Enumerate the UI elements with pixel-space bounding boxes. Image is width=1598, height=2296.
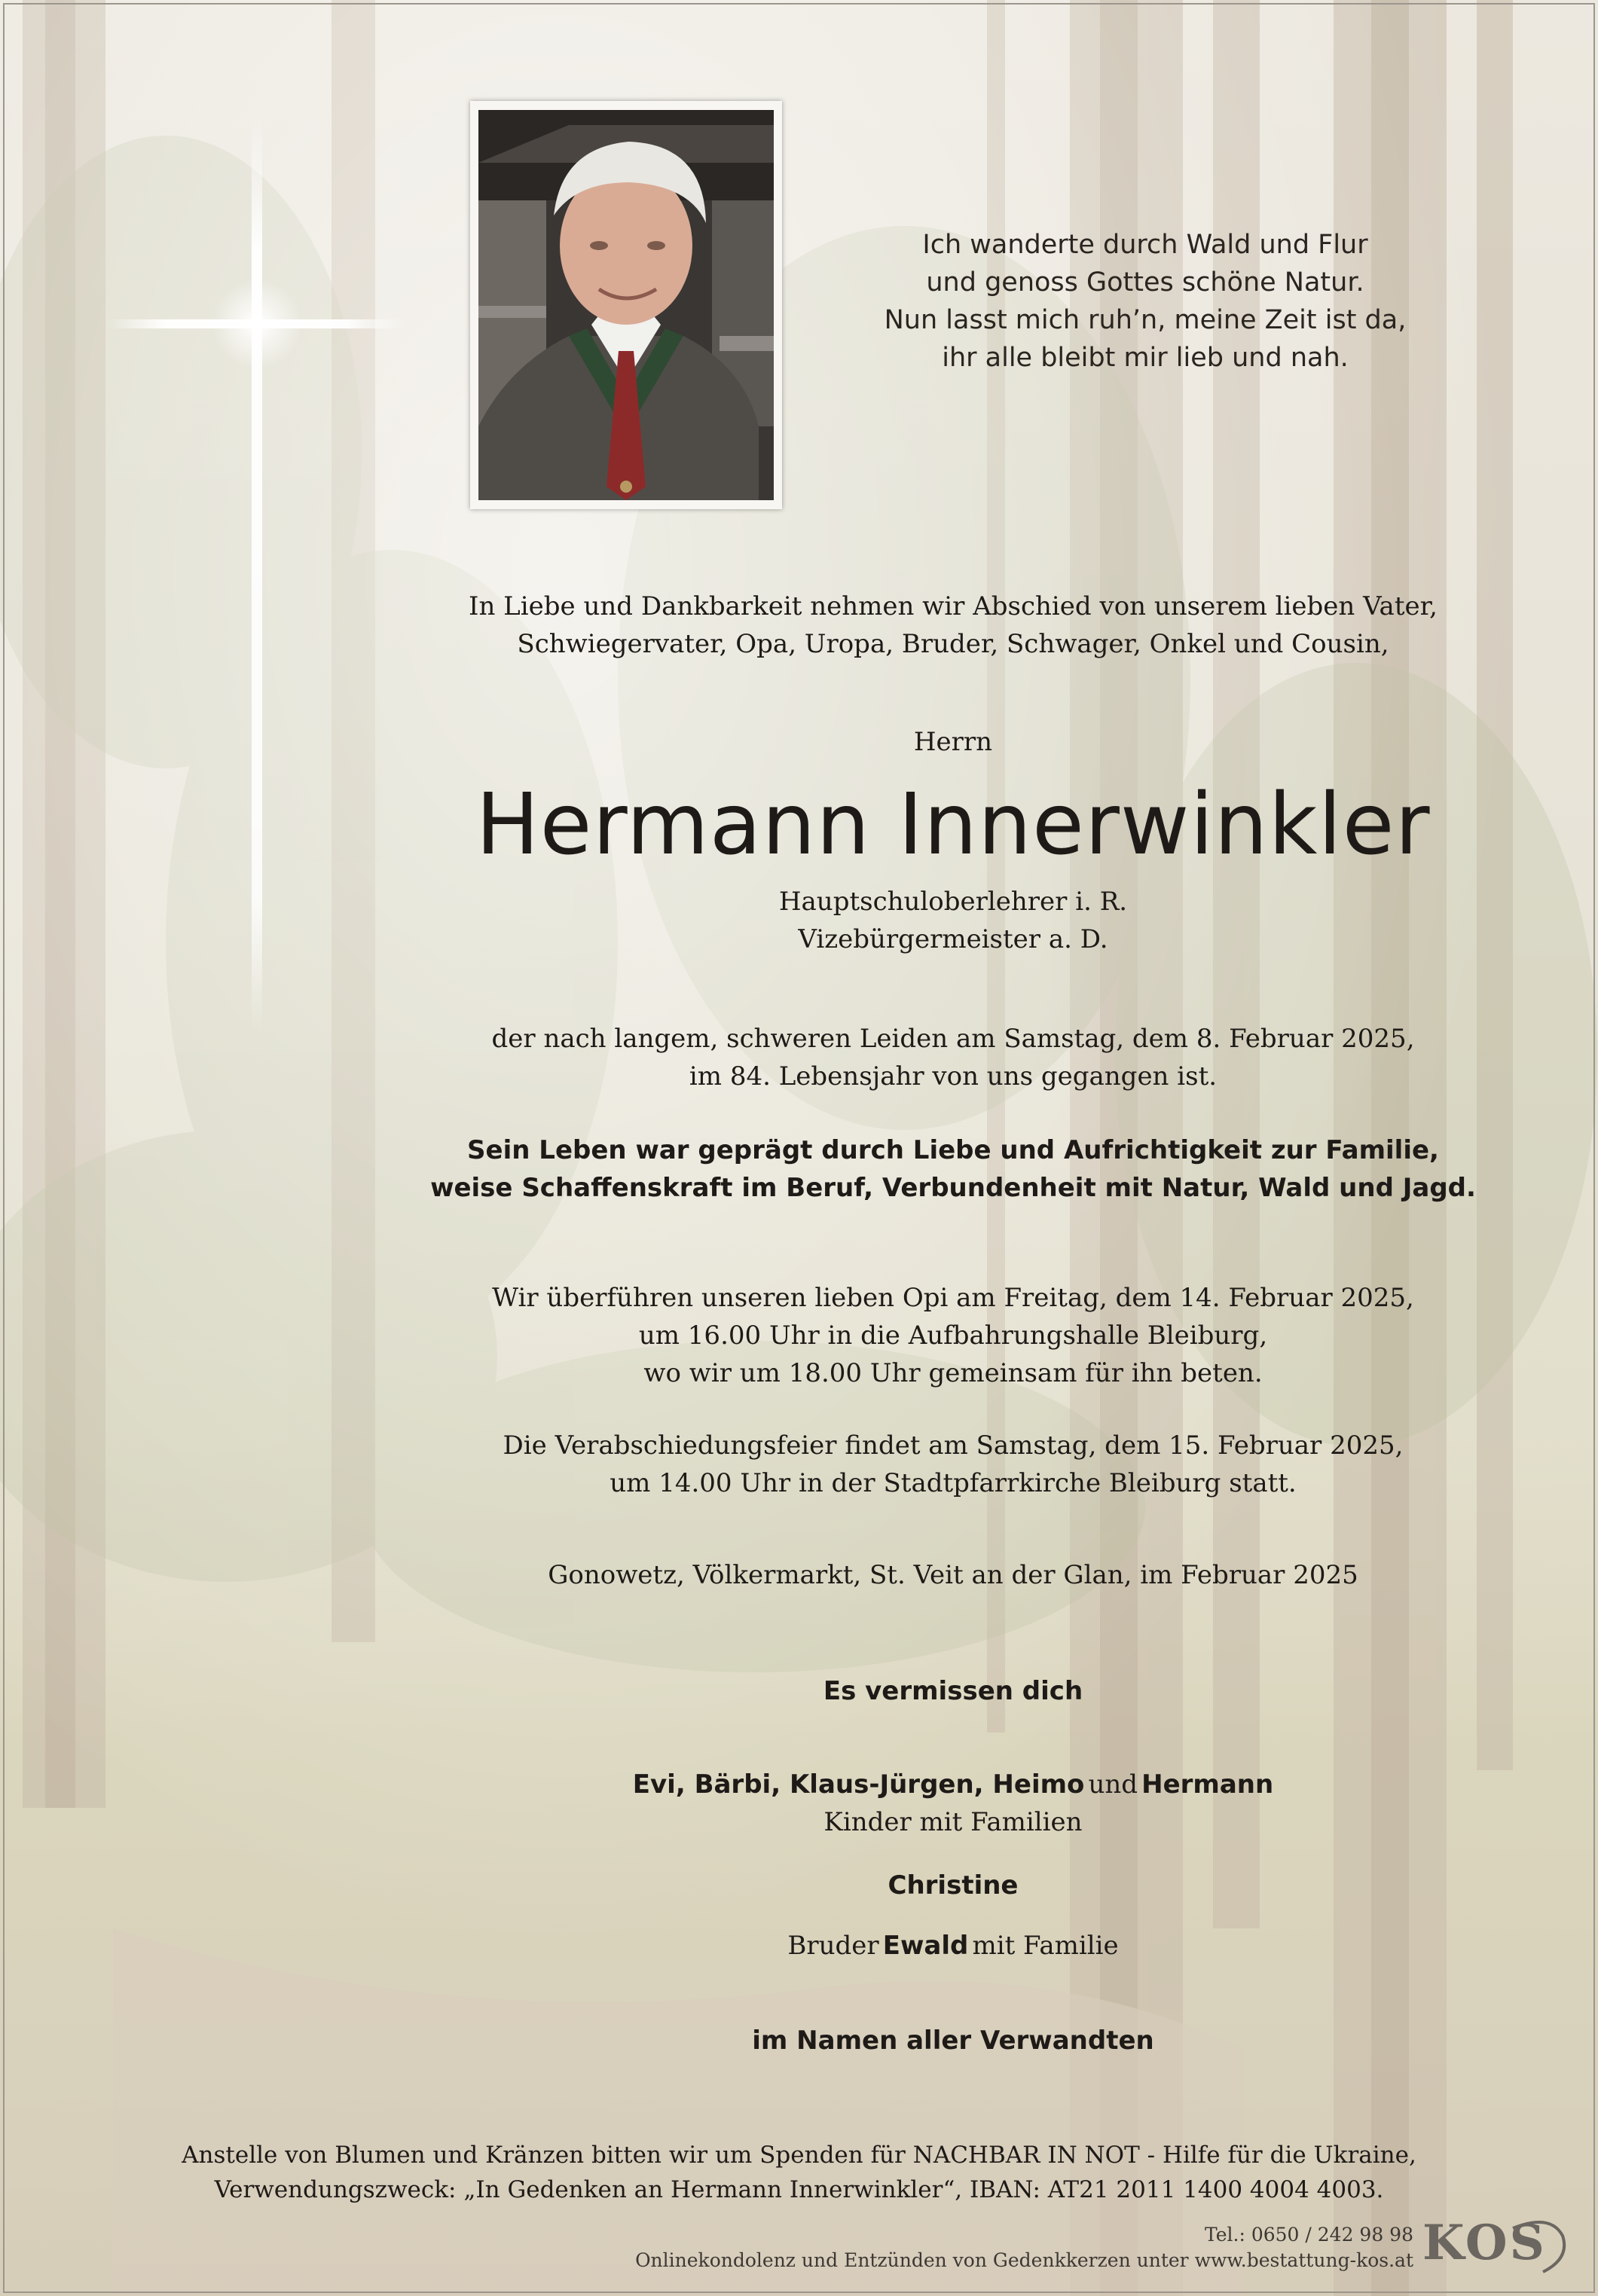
viewing-info — [377, 1279, 1529, 1392]
contact-info — [635, 2222, 1413, 2273]
brother-name: Ewald — [882, 1931, 969, 1961]
tribute — [377, 1131, 1529, 1207]
viewing-line: wo wir um 18.00 Uhr gemeinsam für ihn beten. — [643, 1358, 1263, 1388]
children-names-line — [377, 1766, 1529, 1803]
mourners-children — [377, 1766, 1529, 1841]
donation-line: Verwendungszweck: „In Gedenken an Hermann Innerwinkler“, IBAN: AT21 2011 1400 4004 4003. — [214, 2176, 1384, 2203]
title-line: Hauptschuloberlehrer i. R. — [778, 887, 1128, 917]
logo-text: KOS — [1422, 2215, 1547, 2271]
children-role: Kinder mit Familien — [823, 1807, 1083, 1837]
mourners-closing: im Namen aller Verwandten — [752, 2026, 1154, 2056]
children-and: und — [1088, 1769, 1138, 1800]
poem — [866, 226, 1424, 377]
children-last: Hermann — [1141, 1769, 1274, 1800]
tribute-line: weise Schaffenskraft im Beruf, Verbundenheit mit Natur, Wald und Jagd. — [430, 1173, 1476, 1203]
viewing-line: um 16.00 Uhr in die Aufbahrungshalle Bleiburg, — [638, 1321, 1268, 1351]
mourners-heading: Es vermissen dich — [823, 1676, 1083, 1706]
viewing-line: Wir überführen unseren lieben Opi am Freitag, dem 14. Februar 2025, — [492, 1283, 1414, 1313]
funeral-line: um 14.00 Uhr in der Stadtpfarrkirche Bleiburg statt. — [610, 1468, 1297, 1498]
deceased-titles — [377, 883, 1529, 958]
children-names: Evi, Bärbi, Klaus-Jürgen, Heimo — [632, 1769, 1085, 1800]
contact-tel: Tel.: 0650 / 242 98 98 — [1204, 2224, 1413, 2246]
poem-line: Nun lasst mich ruh’n, meine Zeit ist da, — [884, 305, 1407, 335]
funeral-info — [377, 1427, 1529, 1502]
intro-line: Schwiegervater, Opa, Uropa, Bruder, Schwager, Onkel und Cousin, — [517, 629, 1389, 659]
poem-line: und genoss Gottes schöne Natur. — [926, 267, 1364, 298]
death-notice-line: im 84. Lebensjahr von uns gegangen ist. — [689, 1061, 1218, 1092]
intro-text — [377, 588, 1529, 663]
salutation: Herrn — [913, 727, 993, 757]
places-date: Gonowetz, Völkermarkt, St. Veit an der Glan, im Februar 2025 — [548, 1560, 1358, 1590]
donation-line: Anstelle von Blumen und Kränzen bitten wir um Spenden für NACHBAR IN NOT - Hilfe für die Ukraine, — [182, 2142, 1416, 2169]
brother-line — [377, 1927, 1529, 1965]
brother-prefix: Bruder — [787, 1931, 879, 1961]
kos-logo — [1422, 2213, 1573, 2276]
poem-line: ihr alle bleibt mir lieb und nah. — [942, 343, 1349, 373]
intro-line: In Liebe und Dankbarkeit nehmen wir Abschied von unserem lieben Vater, — [469, 591, 1438, 621]
mourner-christine: Christine — [888, 1870, 1019, 1901]
portrait-frame — [470, 101, 782, 509]
donation-notice — [0, 2138, 1598, 2207]
deceased-name: Hermann Innerwinkler — [475, 776, 1431, 874]
contact-web: Onlinekondolenz und Entzünden von Gedenkkerzen unter www.bestattung-kos.at — [635, 2249, 1413, 2271]
mourner-brother — [377, 1927, 1529, 1965]
poem-line: Ich wanderte durch Wald und Flur — [922, 230, 1368, 260]
tribute-line: Sein Leben war geprägt durch Liebe und Aufrichtigkeit zur Familie, — [467, 1135, 1439, 1165]
portrait-photo — [478, 110, 774, 500]
death-notice-line: der nach langem, schweren Leiden am Samstag, dem 8. Februar 2025, — [491, 1024, 1415, 1054]
title-line: Vizebürgermeister a. D. — [798, 924, 1108, 954]
funeral-line: Die Verabschiedungsfeier findet am Samstag, dem 15. Februar 2025, — [503, 1430, 1404, 1461]
death-notice — [377, 1020, 1529, 1095]
brother-suffix: mit Familie — [972, 1931, 1119, 1961]
